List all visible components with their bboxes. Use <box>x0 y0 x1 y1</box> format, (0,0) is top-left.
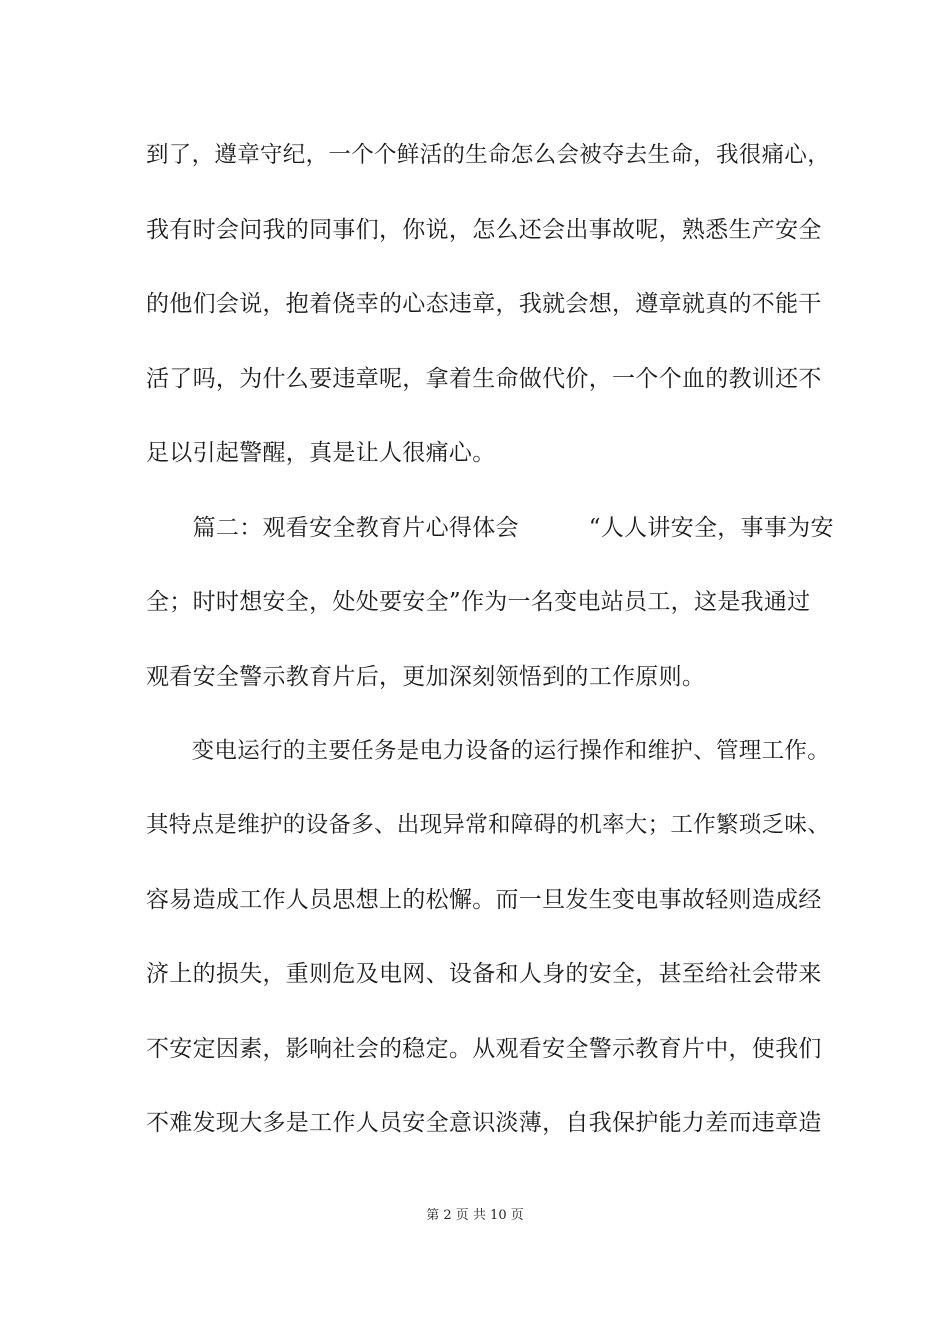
text-line: 活了吗，为什么要违章呢，拿着生命做代价，一个个血的教训还不 <box>146 366 822 392</box>
text-line: 不难发现大多是工作人员安全意识淡薄，自我保护能力差而违章造 <box>146 1110 822 1136</box>
text-line: 篇二：观看安全教育片心得体会 “人人讲安全，事事为安 <box>146 515 834 541</box>
text-line: 其特点是维护的设备多、出现异常和障碍的机率大；工作繁琐乏味、 <box>146 812 831 838</box>
text-line: 变电运行的主要任务是电力设备的运行操作和维护、管理工作。 <box>146 738 831 764</box>
text-line: 我有时会问我的同事们，你说，怎么还会出事故呢，熟悉生产安全 <box>146 217 822 243</box>
text-line: 不安定因素，影响社会的稳定。从观看安全警示教育片中，使我们 <box>146 1036 822 1062</box>
page-number-footer <box>0 1207 950 1225</box>
text-line: 观看安全警示教育片后，更加深刻领悟到的工作原则。 <box>146 664 706 690</box>
text-line: 全；时时想安全，处处要安全”作为一名变电站员工，这是我通过 <box>146 589 811 615</box>
text-line: 到了，遵章守纪，一个个鲜活的生命怎么会被夺去生命，我很痛心， <box>146 142 831 168</box>
text-line: 的他们会说，抱着侥幸的心态违章，我就会想，遵章就真的不能干 <box>146 291 822 317</box>
text-line: 足以引起警醒，真是让人很痛心。 <box>146 440 496 466</box>
page-number-label: 第 2 页 共 10 页 <box>426 1208 524 1223</box>
text-line: 容易造成工作人员思想上的松懈。而一旦发生变电事故轻则造成经 <box>146 887 822 913</box>
text-line: 济上的损失，重则危及电网、设备和人身的安全，甚至给社会带来 <box>146 961 822 987</box>
